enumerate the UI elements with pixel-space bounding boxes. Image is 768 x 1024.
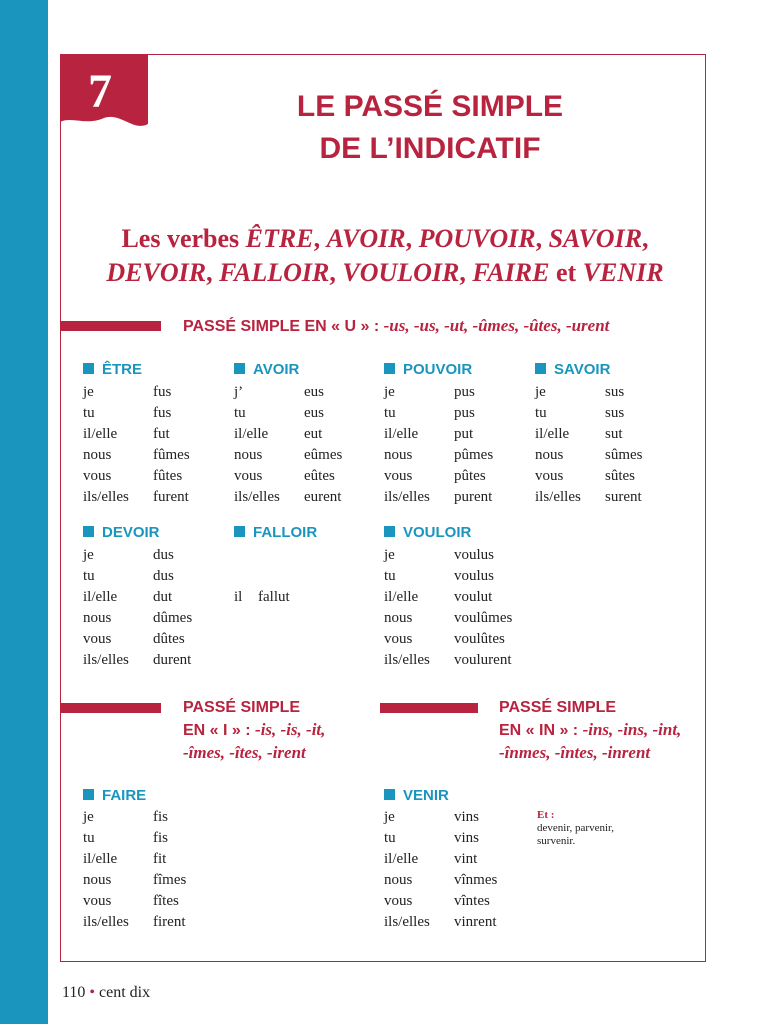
square-bullet-icon [83, 526, 94, 537]
page-number-words: cent dix [99, 984, 151, 1001]
pronoun: il/elle [384, 426, 419, 442]
verb-heading-etre: ÊTRE [83, 360, 142, 380]
pronoun: j’ [234, 384, 244, 400]
pronoun: il/elle [83, 589, 118, 605]
subtitle-segment: VENIR [582, 258, 664, 287]
pronoun: nous [535, 447, 564, 463]
verb-form: fus [153, 405, 172, 421]
subtitle-segment: POUVOIR [418, 224, 536, 253]
page-number: 110 [62, 984, 86, 1001]
verb-form: voulûmes [454, 610, 513, 626]
verb-form: fallut [258, 589, 290, 605]
pronoun: vous [535, 468, 564, 484]
pronoun: tu [83, 568, 95, 584]
section-u-heading [183, 315, 609, 338]
square-bullet-icon [384, 526, 395, 537]
pronoun: il/elle [535, 426, 570, 442]
pronoun: je [384, 547, 395, 563]
pronoun: nous [83, 872, 112, 888]
verb-form: fûtes [153, 468, 183, 484]
verb-form: vins [454, 809, 480, 825]
pronoun: nous [384, 610, 413, 626]
verb-form: sus [605, 384, 625, 400]
verb-form: eûtes [304, 468, 335, 484]
verb-heading-devoir: DEVOIR [83, 523, 160, 543]
verb-form: furent [153, 489, 189, 505]
verb-form: sûmes [605, 447, 643, 463]
verb-form: fis [153, 830, 168, 846]
pronoun: tu [234, 405, 246, 421]
subtitle-segment: et [549, 258, 583, 287]
pronoun: je [83, 809, 94, 825]
pronoun: vous [384, 631, 413, 647]
verb-form: pus [454, 405, 475, 421]
verb-form: eut [304, 426, 323, 442]
pronoun: ils/elles [83, 914, 129, 930]
verb-form: sut [605, 426, 623, 442]
verb-form: dûtes [153, 631, 185, 647]
pronoun: tu [83, 830, 95, 846]
verb-form: fîmes [153, 872, 187, 888]
pronoun: je [83, 547, 94, 563]
pronoun: nous [83, 610, 112, 626]
pronoun: il/elle [83, 426, 118, 442]
verb-form: voulûtes [454, 631, 505, 647]
verb-form: vinrent [454, 914, 497, 930]
verb-form: fis [153, 809, 168, 825]
subtitle-segment: , [405, 224, 419, 253]
pronoun: je [384, 384, 395, 400]
subtitle [90, 222, 680, 290]
square-bullet-icon [83, 789, 94, 800]
verb-heading-avoir: AVOIR [234, 360, 299, 380]
pronoun: il/elle [234, 426, 269, 442]
pronoun: tu [384, 830, 396, 846]
note-line-1: devenir, parvenir, [537, 822, 614, 834]
subtitle-segment: , [642, 224, 649, 253]
pronoun: vous [234, 468, 263, 484]
page-footer [62, 984, 150, 1002]
verb-heading-falloir: FALLOIR [234, 523, 317, 543]
verb-form: pus [454, 384, 475, 400]
pronoun: ils/elles [384, 489, 430, 505]
pronoun: tu [384, 405, 396, 421]
verb-form: eûmes [304, 447, 343, 463]
pronoun: nous [234, 447, 263, 463]
verb-form: firent [153, 914, 186, 930]
pronoun: tu [535, 405, 547, 421]
pronoun: vous [83, 893, 112, 909]
page-title [240, 86, 620, 170]
pronoun: vous [384, 468, 413, 484]
pronoun: nous [384, 872, 413, 888]
square-bullet-icon [384, 363, 395, 374]
verb-form: vint [454, 851, 478, 867]
title-line-1: LE PASSÉ SIMPLE [296, 90, 564, 123]
verb-form: fut [153, 426, 170, 442]
section-u-rule [61, 321, 161, 331]
pronoun: ils/elles [384, 914, 430, 930]
pronoun: il/elle [83, 851, 118, 867]
subtitle-line-2 [90, 256, 680, 290]
verb-form: dus [153, 547, 174, 563]
verb-form: sûtes [605, 468, 635, 484]
square-bullet-icon [234, 526, 245, 537]
verb-heading-faire: FAIRE [83, 786, 146, 806]
note-box [537, 809, 614, 848]
verb-form: dûmes [153, 610, 193, 626]
pronoun: vous [384, 893, 413, 909]
verb-form: fit [153, 851, 167, 867]
subtitle-segment: VOULOIR [342, 258, 460, 287]
subtitle-segment: Les verbes [121, 224, 246, 253]
pronoun: il/elle [384, 851, 419, 867]
verb-heading-venir: VENIR [384, 786, 449, 806]
subtitle-segment: , [329, 258, 343, 287]
square-bullet-icon [384, 789, 395, 800]
verb-form: durent [153, 652, 192, 668]
verb-form: sus [605, 405, 625, 421]
section-u-endings: -us, -us, -ut, -ûmes, -ûtes, -urent [383, 316, 610, 335]
verb-form: surent [605, 489, 642, 505]
verb-form: eurent [304, 489, 342, 505]
subtitle-segment: ÊTRE [245, 224, 314, 253]
pronoun: nous [384, 447, 413, 463]
pronoun: ils/elles [535, 489, 581, 505]
subtitle-segment: AVOIR [326, 224, 406, 253]
note-label: Et : [537, 809, 555, 821]
section-i-rule [61, 703, 161, 713]
verb-form: vîntes [454, 893, 490, 909]
pronoun: vous [83, 631, 112, 647]
note-line-2: survenir. [537, 835, 576, 847]
verb-form: voulurent [454, 652, 512, 668]
title-line-2: DE L’INDICATIF [319, 132, 541, 165]
subtitle-segment: , [313, 224, 327, 253]
verb-form: vînmes [454, 872, 498, 888]
pronoun: nous [83, 447, 112, 463]
subtitle-segment: FALLOIR [219, 258, 330, 287]
pronoun: ils/elles [83, 489, 129, 505]
pronoun: ils/elles [234, 489, 280, 505]
pronoun: je [83, 384, 94, 400]
verb-form: purent [454, 489, 493, 505]
verb-form: fîtes [153, 893, 179, 909]
subtitle-line-1 [90, 222, 680, 256]
subtitle-segment: , [535, 224, 549, 253]
section-in-rule [380, 703, 478, 713]
pronoun: il/elle [384, 589, 419, 605]
verb-form: put [454, 426, 474, 442]
verb-form: voulut [454, 589, 493, 605]
pronoun: il [234, 589, 243, 605]
verb-form: pûtes [454, 468, 486, 484]
verb-form: eus [304, 384, 324, 400]
verb-form: voulus [454, 547, 495, 563]
subtitle-segment: SAVOIR [548, 224, 643, 253]
section-u-label: PASSÉ SIMPLE EN « U » : [183, 318, 384, 335]
subtitle-segment: , [206, 258, 220, 287]
pronoun: ils/elles [83, 652, 129, 668]
subtitle-segment: FAIRE [472, 258, 550, 287]
section-in-heading: PASSÉ SIMPLE EN « IN » : -ins, -ins, -int, -înmes, -întes, -inrent [499, 699, 682, 762]
section-i-heading: PASSÉ SIMPLE EN « I » : -is, -is, -it, -îmes, -îtes, -irent [183, 699, 326, 762]
square-bullet-icon [83, 363, 94, 374]
verb-form: vins [454, 830, 480, 846]
verb-form: dus [153, 568, 174, 584]
square-bullet-icon [535, 363, 546, 374]
bullet-icon: • [89, 984, 96, 1001]
subtitle-segment: , [459, 258, 473, 287]
verb-heading-pouvoir: POUVOIR [384, 360, 472, 380]
pronoun: vous [83, 468, 112, 484]
pronoun: je [384, 809, 395, 825]
pronoun: je [535, 384, 546, 400]
verb-form: dut [153, 589, 173, 605]
verb-heading-savoir: SAVOIR [535, 360, 610, 380]
subtitle-segment: DEVOIR [106, 258, 207, 287]
pronoun: tu [384, 568, 396, 584]
verb-form: fus [153, 384, 172, 400]
verb-form: pûmes [454, 447, 494, 463]
side-bar [0, 0, 48, 1024]
verb-form: fûmes [153, 447, 190, 463]
verb-heading-vouloir: VOULOIR [384, 523, 471, 543]
square-bullet-icon [234, 363, 245, 374]
chapter-number: 7 [88, 65, 112, 118]
verb-form: voulus [454, 568, 495, 584]
pronoun: ils/elles [384, 652, 430, 668]
pronoun: tu [83, 405, 95, 421]
verb-form: eus [304, 405, 324, 421]
